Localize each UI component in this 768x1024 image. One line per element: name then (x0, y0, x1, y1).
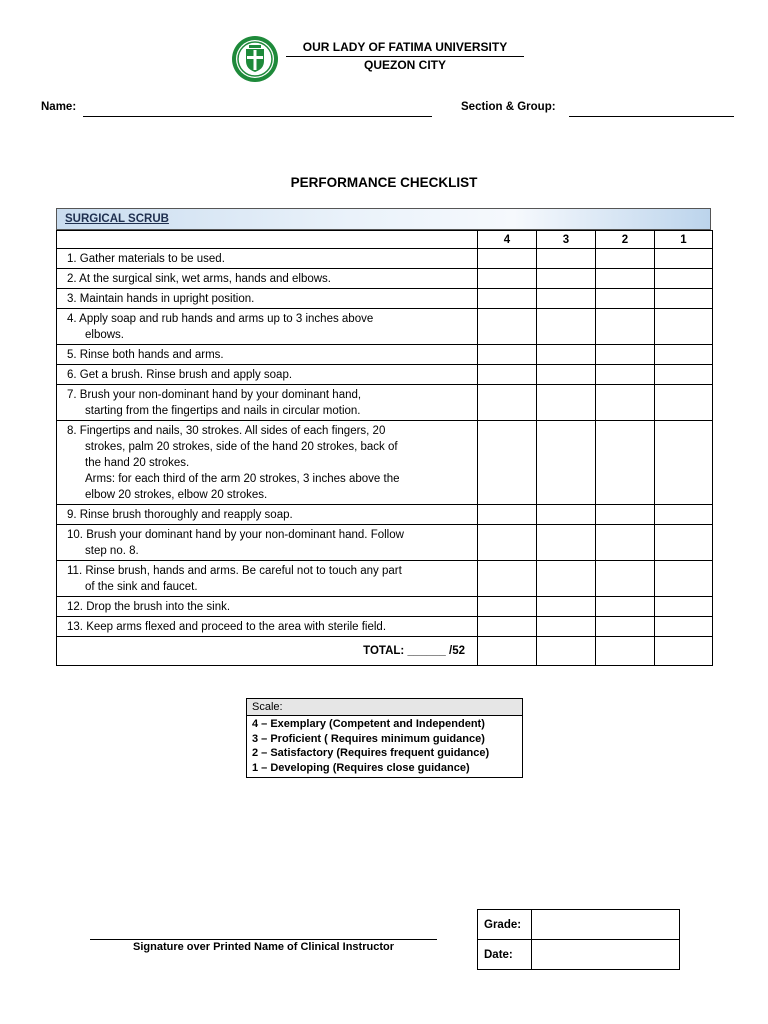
score-cell[interactable] (596, 249, 655, 269)
score-cell[interactable] (478, 505, 537, 525)
item-number: 9. (67, 509, 77, 521)
scale-line: 2 – Satisfactory (Requires frequent guidance) (252, 747, 490, 759)
date-field[interactable] (532, 940, 680, 970)
score-header-row (57, 231, 713, 249)
grade-date-box (477, 909, 680, 970)
scale-header: Scale: (247, 699, 522, 716)
total-label: TOTAL: ______ /52 (57, 637, 478, 666)
item-text: Brush your dominant hand by your non-dominant hand. Follow (86, 529, 404, 541)
item-text: Maintain hands in upright position. (79, 293, 255, 305)
item-text: At the surgical sink, wet arms, hands and elbows. (79, 273, 331, 285)
checklist-item (57, 289, 478, 309)
score-cell[interactable] (537, 269, 596, 289)
score-cell[interactable] (478, 561, 537, 597)
item-text: Get a brush. Rinse brush and apply soap. (79, 369, 293, 381)
score-cell[interactable] (596, 345, 655, 365)
checklist-row (57, 525, 713, 561)
item-text-continued: the hand 20 strokes. (85, 457, 190, 469)
score-cell[interactable] (478, 421, 537, 505)
item-text: Keep arms flexed and proceed to the area with sterile field. (86, 621, 387, 633)
item-number: 1. (67, 253, 77, 265)
item-number: 5. (67, 349, 77, 361)
checklist-item (57, 269, 478, 289)
score-header: 3 (537, 231, 596, 249)
checklist-row (57, 505, 713, 525)
checklist-row (57, 289, 713, 309)
score-cell[interactable] (655, 385, 713, 421)
item-text: Rinse both hands and arms. (79, 349, 224, 361)
score-header: 4 (478, 231, 537, 249)
score-cell[interactable] (478, 309, 537, 345)
item-number: 2. (67, 273, 77, 285)
checklist-item (57, 617, 478, 637)
score-cell[interactable] (478, 385, 537, 421)
score-cell[interactable] (596, 365, 655, 385)
item-text-continued: elbow 20 strokes, elbow 20 strokes. (85, 489, 268, 501)
scale-line: 1 – Developing (Requires close guidance) (252, 761, 470, 774)
page-title: PERFORMANCE CHECKLIST (290, 175, 478, 190)
score-cell[interactable] (655, 289, 713, 309)
score-header: 1 (655, 231, 713, 249)
item-text: Gather materials to be used. (79, 253, 225, 265)
item-number: 10. (67, 529, 83, 541)
score-cell[interactable] (596, 385, 655, 421)
score-cell[interactable] (596, 309, 655, 345)
score-cell[interactable] (478, 637, 537, 666)
checklist-item (57, 249, 478, 269)
score-cell[interactable] (478, 525, 537, 561)
score-cell[interactable] (655, 365, 713, 385)
item-text-continued: of the sink and faucet. (85, 581, 198, 593)
checklist-row (57, 561, 713, 597)
score-cell[interactable] (596, 597, 655, 617)
item-number: 6. (67, 369, 77, 381)
score-cell[interactable] (537, 345, 596, 365)
checklist-row (57, 597, 713, 617)
score-cell[interactable] (537, 385, 596, 421)
item-text-continued: elbows. (85, 329, 124, 341)
score-cell[interactable] (537, 289, 596, 309)
section-title: SURGICAL SCRUB (65, 213, 169, 225)
item-text: Drop the brush into the sink. (86, 601, 231, 613)
checklist-row (57, 269, 713, 289)
city-name: QUEZON CITY (363, 58, 446, 72)
score-cell[interactable] (478, 289, 537, 309)
section-group-field[interactable] (569, 102, 734, 117)
section-header (56, 208, 711, 230)
score-cell[interactable] (655, 561, 713, 597)
score-cell[interactable] (655, 617, 713, 637)
score-cell[interactable] (596, 269, 655, 289)
score-cell[interactable] (478, 345, 537, 365)
checklist-item (57, 597, 478, 617)
name-field[interactable] (83, 102, 432, 117)
checklist-item (57, 309, 478, 345)
item-text: Brush your non-dominant hand by your dominant hand, (79, 389, 362, 401)
score-cell[interactable] (478, 597, 537, 617)
score-cell[interactable] (655, 345, 713, 365)
item-number: 8. (67, 425, 77, 437)
item-number: 4. (67, 313, 77, 325)
item-text-continued: Arms: for each third of the arm 20 strokes, 3 inches above the (85, 473, 400, 485)
score-cell[interactable] (596, 525, 655, 561)
grade-field[interactable] (532, 910, 680, 940)
date-label: Date: (478, 940, 532, 970)
score-cell[interactable] (478, 617, 537, 637)
score-cell[interactable] (537, 637, 596, 666)
item-text: Fingertips and nails, 30 strokes. All sides of each fingers, 20 (79, 425, 386, 437)
score-cell[interactable] (596, 289, 655, 309)
score-cell[interactable] (596, 561, 655, 597)
checklist-item (57, 385, 478, 421)
score-cell[interactable] (537, 421, 596, 505)
checklist-table (56, 230, 713, 666)
checklist-row (57, 617, 713, 637)
total-row (57, 637, 713, 666)
score-cell[interactable] (537, 505, 596, 525)
score-cell[interactable] (655, 421, 713, 505)
score-cell[interactable] (596, 421, 655, 505)
score-cell[interactable] (596, 505, 655, 525)
score-cell[interactable] (537, 597, 596, 617)
score-cell[interactable] (655, 249, 713, 269)
score-cell[interactable] (537, 365, 596, 385)
name-label: Name: (41, 101, 77, 113)
university-seal-icon (231, 35, 279, 83)
score-header: 2 (596, 231, 655, 249)
checklist-item (57, 561, 478, 597)
item-text-continued: strokes, palm 20 strokes, side of the hand 20 strokes, back of (85, 441, 398, 453)
checklist-row (57, 385, 713, 421)
score-cell[interactable] (655, 597, 713, 617)
item-text-continued: step no. 8. (85, 545, 139, 557)
item-text-continued: starting from the fingertips and nails in circular motion. (85, 405, 361, 417)
score-cell[interactable] (655, 309, 713, 345)
score-cell[interactable] (537, 561, 596, 597)
score-cell[interactable] (478, 249, 537, 269)
checklist-item (57, 365, 478, 385)
score-cell[interactable] (537, 249, 596, 269)
checklist-row (57, 365, 713, 385)
score-cell[interactable] (655, 525, 713, 561)
score-cell[interactable] (537, 309, 596, 345)
score-cell[interactable] (537, 617, 596, 637)
item-text: Rinse brush thoroughly and reapply soap. (79, 509, 293, 521)
blank-header (57, 231, 478, 249)
scale-legend (246, 698, 523, 778)
checklist-item (57, 525, 478, 561)
score-cell[interactable] (655, 637, 713, 666)
scale-line: 3 – Proficient ( Requires minimum guidance) (252, 732, 485, 745)
checklist-row (57, 309, 713, 345)
score-cell[interactable] (655, 505, 713, 525)
item-text: Apply soap and rub hands and arms up to 3 inches above (79, 313, 374, 325)
item-number: 13. (67, 621, 83, 633)
grade-label: Grade: (478, 910, 532, 940)
score-cell[interactable] (478, 365, 537, 385)
item-number: 3. (67, 293, 77, 305)
item-number: 12. (67, 601, 83, 613)
signature-line[interactable] (90, 939, 437, 940)
signature-label: Signature over Printed Name of Clinical Instructor (133, 941, 394, 953)
checklist-item (57, 421, 478, 505)
score-cell[interactable] (537, 525, 596, 561)
checklist-row (57, 421, 713, 505)
score-cell[interactable] (478, 269, 537, 289)
item-text: Rinse brush, hands and arms. Be careful not to touch any part (85, 565, 402, 577)
score-cell[interactable] (655, 269, 713, 289)
score-cell[interactable] (596, 637, 655, 666)
section-group-label: Section & Group: (461, 101, 556, 113)
item-number: 11. (67, 565, 83, 577)
checklist-row (57, 345, 713, 365)
scale-line: 4 – Exemplary (Competent and Independent) (252, 718, 485, 730)
checklist-row (57, 249, 713, 269)
item-number: 7. (67, 389, 77, 401)
score-cell[interactable] (596, 617, 655, 637)
university-name: OUR LADY OF FATIMA UNIVERSITY (286, 40, 524, 57)
checklist-item (57, 505, 478, 525)
checklist-item (57, 345, 478, 365)
